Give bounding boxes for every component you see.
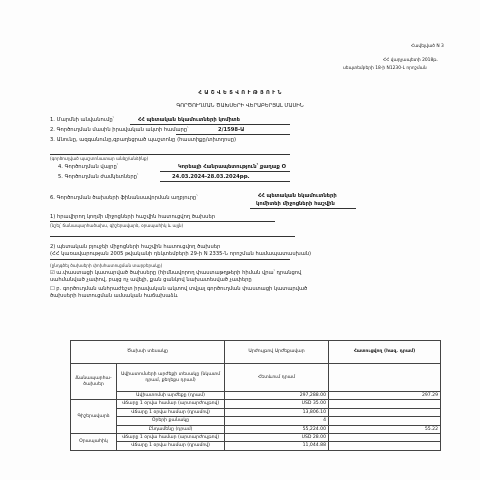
- field-1-label: 1. Մարմնի անվանումը՝: [50, 117, 114, 123]
- option-1-note: (նշել՝ ճանապարհածախս, գիշերավարձ, օրապահիկ և այլն): [50, 223, 184, 228]
- row-total: 297.29: [329, 392, 441, 400]
- row-amount: USD 28.00: [225, 434, 329, 442]
- field-2-label: 2. Գործուղման մասին իրավական ակտի համարը՝: [50, 127, 189, 133]
- field-1-value: ՀՀ պետական եկամուտների կոմիտե: [138, 117, 240, 123]
- field-5-label: 5. Գործուղման ժամկետները՝: [58, 174, 139, 180]
- decree-line-1: ՀՀ վարչապետի 2018թ.: [383, 58, 438, 63]
- option-2b-line-1[interactable]: ☐ բ. գործուղման անհրաժեշտ իրավական ակտով տվյալ գործուղման փաստացի կատարված: [50, 286, 308, 292]
- field-5-value: 24.03.2024-28.03.2024թթ.: [172, 174, 250, 180]
- table-row: [71, 434, 441, 442]
- field-2-underline: [176, 134, 290, 135]
- table-row: [71, 417, 441, 425]
- field-3-label: 3. Անունը, ազգանունը,զբաղեցրած պաշտոնը (հաստիքը/տիտղոսը): [50, 137, 237, 143]
- row-total: [329, 442, 441, 450]
- row-total: [329, 417, 441, 425]
- row-item: Վճարը 1 օրվա համար (դրամով): [117, 408, 225, 416]
- table-row: [71, 408, 441, 416]
- header-currency-amount: Արժույթով Արժեքավար: [225, 341, 329, 364]
- row-item: Ավիատոմսի արժեքը (դրամ): [117, 392, 225, 400]
- header-expense-type: Ծախսի տեսակը: [71, 341, 225, 364]
- option-2-note: (ընդգծել ծախսերի փոխհատուցման տարբերակը): [50, 263, 163, 268]
- field-6-value-line-2: կոմիտեի միջոցների հաշվին: [256, 201, 335, 207]
- option-2-top-rule: [50, 236, 295, 237]
- row-item: Վճարը 1 օրվա համար (արտարժույթով): [117, 400, 225, 408]
- field-6-underline: [250, 208, 356, 209]
- decree-line-2: սեպտեմբերի 18-ի N1230-Լ որոշման: [343, 66, 427, 71]
- document-title: Հ Ա Շ Վ Ե Տ Վ Ո Ւ Թ Յ Ո Ւ Ն: [198, 90, 282, 96]
- field-5-underline: [160, 181, 290, 182]
- document-subtitle: ԳՈՐԾՈՒՂՄԱՆ ԾԱԽՍԵՐԻ ՎԵՐԱԲԵՐՅԱԼ ՄԱՍԻՆ: [176, 103, 304, 109]
- field-4-label: 4. Գործուղման վայրը՝: [58, 164, 118, 170]
- group-label-lodging: Գիշերավարձ: [71, 400, 117, 434]
- row-item: Ավիատոմսերի արժեքի տեսակը (նկատմ դրամ, քեղեքս դրամ): [117, 364, 225, 392]
- field-6-label: 6. Գործուղման ծախսերի ֆինանսավորման աղբյուրը՝: [50, 195, 198, 201]
- option-1-text: 1) հրավիրող կողմի միջոցների հաշվին հատուցվող ծախսեր: [50, 214, 216, 220]
- expense-table: [70, 340, 441, 451]
- row-total: [329, 434, 441, 442]
- table-row: [71, 392, 441, 400]
- option-1-underline: [50, 221, 275, 222]
- option-2b-line-2: ծախսերի հատուցման ամսական հաճախաձև: [50, 293, 178, 299]
- row-amount: 4: [225, 417, 329, 425]
- table-row: [71, 425, 441, 433]
- row-total: [329, 400, 441, 408]
- row-item: Օրերի քանակը: [117, 417, 225, 425]
- row-item: Ընդամենը (դրամ): [117, 425, 225, 433]
- row-total: [329, 408, 441, 416]
- row-item: Վճարը 1 օրվա համար (արտարժույթով): [117, 434, 225, 442]
- row-amount: Հետևում դրամ: [225, 364, 329, 392]
- field-4-underline: [160, 171, 290, 172]
- row-amount: 55,224.00: [225, 425, 329, 433]
- option-2a-line-2: սահմանված չափով, բայց ոչ ավելի, քան ցանկով նախատեսված չափերը: [50, 277, 252, 283]
- option-2-text: 2) պետական բյուջեի միջոցների հաշվին հատուցվող ծախսեր: [50, 244, 221, 250]
- header-reimbursed: Հատուցվող (հազ. դրամ): [329, 341, 441, 364]
- row-item: Վճարը 1 օրվա համար (դրամով): [117, 442, 225, 450]
- field-3-note: (գործուղված պաշտոնատար անձը/անձինք): [50, 156, 149, 161]
- row-total: [329, 364, 441, 392]
- field-6-value-line-1: ՀՀ պետական եկամուտների: [258, 193, 337, 199]
- table-header-row: [71, 341, 441, 364]
- group-label-per-diem: Օրապահիկ: [71, 434, 117, 451]
- option-2-decree: (ՀՀ կառավարության 2005 թվականի դեկտեմբերի 29-ի N 2335-Ն որոշման համապատասխան): [50, 251, 312, 257]
- table-row: [71, 400, 441, 408]
- row-total: 55.22: [329, 425, 441, 433]
- field-4-value: Կորեայի Հանրապետություն՝ քաղաք Օ: [178, 164, 286, 170]
- field-3-underline: [50, 154, 290, 155]
- table-row: [71, 364, 441, 392]
- annex-number: Հավելված N 3: [411, 44, 444, 49]
- field-2-value: 2/1598-Ա: [218, 127, 245, 133]
- field-1-underline: [130, 124, 290, 125]
- row-amount: 297,288.00: [225, 392, 329, 400]
- table-row: [71, 442, 441, 450]
- row-amount: 13,806.10: [225, 408, 329, 416]
- option-2a-line-1[interactable]: ☑ ա.փաստացի կատարված ծախսերը (հիմնավորող փաստաթղթերի հիման վրա՝ դրանցով: [50, 270, 302, 276]
- row-amount: USD 35.00: [225, 400, 329, 408]
- row-amount: 11,044.88: [225, 442, 329, 450]
- option-2-underline: [50, 259, 290, 260]
- group-label-travel: Ճանապարհա- ծախսեր: [71, 364, 117, 400]
